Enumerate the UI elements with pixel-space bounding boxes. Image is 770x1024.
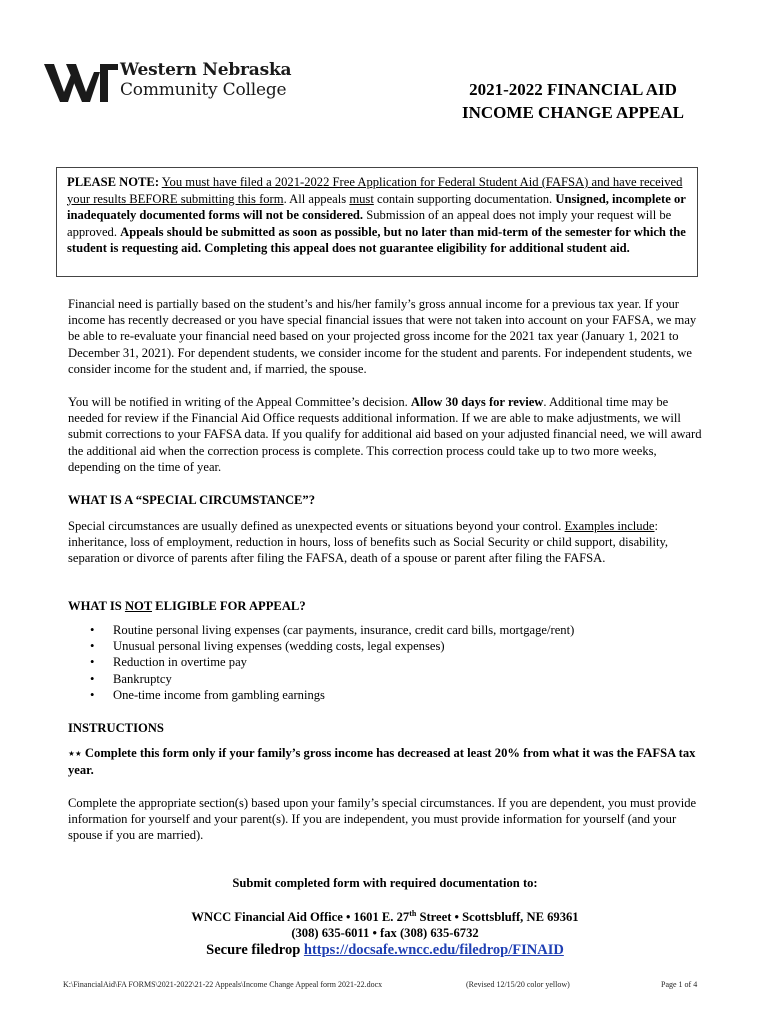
title-line2: INCOME CHANGE APPEAL [462, 103, 684, 122]
not-eligible-not: NOT [124, 599, 153, 613]
document-title [430, 78, 716, 124]
financial-need-paragraph: Financial need is partially based on the student’s and his/her family’s gross annual income for a previous tax year. If your income has recently decreased or you have special financial issues that were not taken into account on your FAFSA, we may be able to re-evaluate your financial need based on your projected gross income for the 2021 tax year (January 1, 2021 to December 31, 2021). For dependent students, we consider income for the student and parents. For independent students, we consider income for the student and, if married, the spouse. [68, 297, 697, 376]
note-unsigned-warning: Unsigned, incomplete or inadequately documented forms will not be considered. [67, 191, 686, 223]
p2-text-1: You will be notified in writing of the Appeal Committee’s decision. [68, 395, 411, 409]
footer-page-number: Page 1 of 4 [661, 980, 698, 989]
note-text-3: Submission of an appeal does not imply your request will be approved. [67, 208, 672, 239]
special-examples: Examples include [564, 519, 655, 533]
note-fafsa-requirement: You must have filed a 2021-2022 Free Application for Federal Student Aid (FAFSA) and have received your results BEFORE submitting this form [67, 175, 683, 206]
office-address [0, 909, 770, 925]
list-item: • Reduction in overtime pay [68, 654, 574, 670]
please-note-box [56, 167, 698, 277]
not-eligible-list [68, 622, 574, 703]
list-item: • Routine personal living expenses (car payments, insurance, credit card bills, mortgage/rent) [68, 622, 574, 638]
not-eligible-h1: WHAT IS [68, 599, 125, 613]
filedrop-link[interactable]: https://docsafe.wncc.edu/filedrop/FINAID [303, 942, 564, 958]
list-item: • One-time income from gambling earnings [68, 687, 574, 703]
office-address-1: WNCC Financial Aid Office • 1601 E. 27 [191, 910, 410, 925]
star-icon: ⋆⋆ [68, 748, 82, 760]
list-item: • Unusual personal living expenses (wedding costs, legal expenses) [68, 638, 574, 654]
college-name [120, 60, 291, 100]
college-name-line2: Community College [120, 80, 287, 100]
list-item: • Bankruptcy [68, 671, 574, 687]
footer-file-path: K:\FinancialAid\FA FORMS\2021-2022\21-22 Appeals\Income Change Appeal form 2021-22.docx [63, 980, 383, 989]
office-phone: (308) 635-6011 • fax (308) 635-6732 [291, 926, 479, 940]
instructions-body: Complete the appropriate section(s) based upon your family’s special circumstances. If you are dependent, you must provide information for yourself and your parent(s). If you are independent, you must provide information for yourself (and your spouse if you are married). [68, 796, 697, 843]
note-deadline-warning: Appeals should be submitted as soon as possible, but no later than mid-term of the semester for which the student is requesting aid. Completing this appeal does not guarantee eligibility for additional student aid. [67, 224, 686, 256]
special-text-2: : inheritance, loss of employment, reduction in hours, loss of benefits such as Social Security or child support, disability, separation or divorce of parents after filing the FAFSA, death of a spouse or parent after filing the FAFSA. [68, 519, 669, 566]
not-eligible-h3: ELIGIBLE FOR APPEAL? [152, 599, 306, 613]
note-text-2: contain supporting documentation. [373, 191, 556, 206]
submit-line: Submit completed form with required documentation to: [232, 876, 538, 890]
p2-review-time: Allow 30 days for review [410, 395, 544, 409]
footer-revised: (Revised 12/15/20 color yellow) [466, 980, 570, 989]
instructions-criteria [68, 745, 704, 778]
note-text-1: . All appeals [283, 191, 350, 206]
college-logo [44, 60, 294, 104]
note-label: PLEASE NOTE: [67, 175, 160, 189]
college-name-line1: Western Nebraska [120, 60, 292, 80]
office-address-2: Street • Scottsbluff, NE 69361 [416, 910, 579, 925]
p2-text-2: . Additional time may be needed for review if the Financial Aid Office requests additional information. If we are able to make adjustments, we will submit corrections to your FAFSA data. If you qualify for additional aid based on your adjusted financial need, we will award the additional aid when the correction process is complete. This correction process could take up to two more weeks, depending on the time of year. [68, 395, 702, 474]
wncc-w-logo-icon [44, 62, 120, 102]
special-circumstance-heading: WHAT IS A “SPECIAL CIRCUMSTANCE”? [68, 493, 316, 507]
filedrop-label: Secure filedrop [206, 942, 304, 958]
special-text-1: Special circumstances are usually defined as unexpected events or situations beyond your control. [68, 519, 565, 533]
note-must: must [349, 191, 374, 206]
special-circumstance-paragraph [68, 518, 704, 567]
office-address-sup: th [409, 909, 417, 918]
instructions-bold-text: Complete this form only if your family’s gross income has decreased at least 20% from what it was the FAFSA tax year. [68, 746, 696, 778]
title-line1: 2021-2022 FINANCIAL AID [469, 80, 677, 99]
filedrop-line [0, 942, 770, 959]
not-eligible-heading [68, 599, 306, 614]
notification-paragraph [68, 394, 704, 475]
instructions-heading: INSTRUCTIONS [68, 721, 164, 735]
